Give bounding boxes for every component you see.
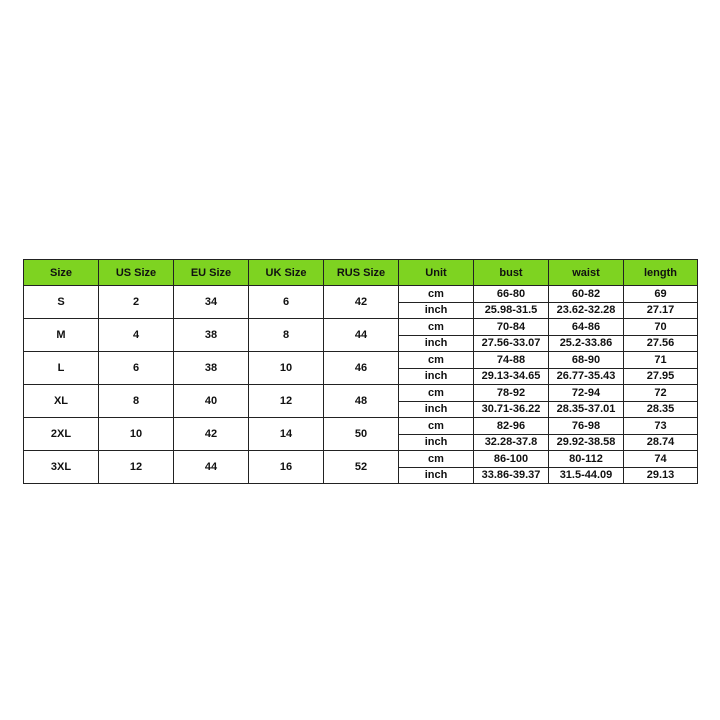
size-cell: XL [24,385,99,418]
bust-cell: 66-80 [474,286,549,303]
eu-size-cell: 42 [174,418,249,451]
waist-cell: 26.77-35.43 [549,368,624,385]
size-cell: 3XL [24,451,99,484]
us-size-cell: 8 [99,385,174,418]
unit-cell: cm [399,385,474,402]
uk-size-cell: 14 [249,418,324,451]
waist-cell: 60-82 [549,286,624,303]
us-size-cell: 10 [99,418,174,451]
eu-size-cell: 38 [174,319,249,352]
header-size: Size [24,260,99,286]
table-row [24,418,698,435]
unit-cell: cm [399,319,474,336]
waist-cell: 28.35-37.01 [549,401,624,418]
waist-cell: 29.92-38.58 [549,434,624,451]
uk-size-cell: 10 [249,352,324,385]
unit-cell: cm [399,286,474,303]
eu-size-cell: 38 [174,352,249,385]
length-cell: 27.17 [624,302,698,319]
us-size-cell: 4 [99,319,174,352]
size-chart-table [23,259,698,484]
bust-cell: 29.13-34.65 [474,368,549,385]
rus-size-cell: 50 [324,418,399,451]
bust-cell: 30.71-36.22 [474,401,549,418]
length-cell: 71 [624,352,698,369]
rus-size-cell: 48 [324,385,399,418]
header-eu-size: EU Size [174,260,249,286]
unit-cell: inch [399,434,474,451]
length-cell: 27.56 [624,335,698,352]
unit-cell: inch [399,467,474,484]
waist-cell: 31.5-44.09 [549,467,624,484]
header-bust: bust [474,260,549,286]
waist-cell: 76-98 [549,418,624,435]
length-cell: 73 [624,418,698,435]
size-cell: M [24,319,99,352]
waist-cell: 64-86 [549,319,624,336]
table-row [24,319,698,336]
length-cell: 28.74 [624,434,698,451]
header-length: length [624,260,698,286]
length-cell: 70 [624,319,698,336]
us-size-cell: 2 [99,286,174,319]
unit-cell: inch [399,335,474,352]
table-row [24,286,698,303]
unit-cell: inch [399,302,474,319]
eu-size-cell: 34 [174,286,249,319]
waist-cell: 68-90 [549,352,624,369]
waist-cell: 72-94 [549,385,624,402]
unit-cell: cm [399,451,474,468]
unit-cell: inch [399,368,474,385]
uk-size-cell: 8 [249,319,324,352]
uk-size-cell: 16 [249,451,324,484]
eu-size-cell: 44 [174,451,249,484]
us-size-cell: 12 [99,451,174,484]
rus-size-cell: 46 [324,352,399,385]
table-row [24,451,698,468]
size-cell: L [24,352,99,385]
table-row [24,352,698,369]
length-cell: 27.95 [624,368,698,385]
bust-cell: 32.28-37.8 [474,434,549,451]
rus-size-cell: 44 [324,319,399,352]
length-cell: 69 [624,286,698,303]
header-rus-size: RUS Size [324,260,399,286]
us-size-cell: 6 [99,352,174,385]
size-cell: 2XL [24,418,99,451]
eu-size-cell: 40 [174,385,249,418]
length-cell: 29.13 [624,467,698,484]
length-cell: 28.35 [624,401,698,418]
bust-cell: 25.98-31.5 [474,302,549,319]
header-unit: Unit [399,260,474,286]
length-cell: 74 [624,451,698,468]
header-us-size: US Size [99,260,174,286]
header-uk-size: UK Size [249,260,324,286]
table-header-row [24,260,698,286]
bust-cell: 74-88 [474,352,549,369]
uk-size-cell: 12 [249,385,324,418]
waist-cell: 25.2-33.86 [549,335,624,352]
bust-cell: 86-100 [474,451,549,468]
uk-size-cell: 6 [249,286,324,319]
table-row [24,385,698,402]
bust-cell: 27.56-33.07 [474,335,549,352]
length-cell: 72 [624,385,698,402]
unit-cell: cm [399,352,474,369]
bust-cell: 33.86-39.37 [474,467,549,484]
rus-size-cell: 52 [324,451,399,484]
rus-size-cell: 42 [324,286,399,319]
waist-cell: 80-112 [549,451,624,468]
bust-cell: 78-92 [474,385,549,402]
unit-cell: cm [399,418,474,435]
unit-cell: inch [399,401,474,418]
size-cell: S [24,286,99,319]
header-waist: waist [549,260,624,286]
waist-cell: 23.62-32.28 [549,302,624,319]
bust-cell: 70-84 [474,319,549,336]
bust-cell: 82-96 [474,418,549,435]
